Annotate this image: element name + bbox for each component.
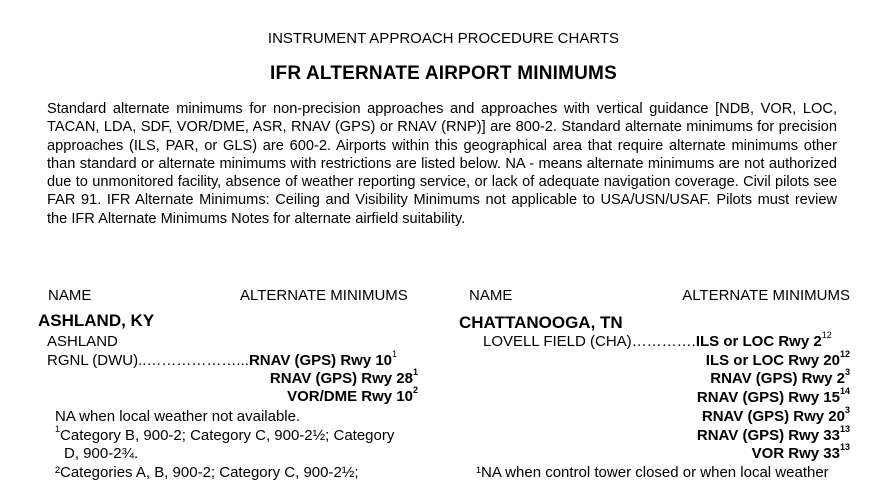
procedure-line <box>696 386 850 406</box>
city-heading-chattanooga: CHATTANOOGA, TN <box>459 313 623 332</box>
airport-name-line1: ASHLAND <box>47 333 118 350</box>
right-name-header: NAME <box>469 287 513 304</box>
footnote-ref: 3 <box>844 405 850 415</box>
footnote-1-cont: D, 900-2¾. <box>64 445 139 462</box>
procedure-line <box>696 424 850 444</box>
footnote-mark: 1 <box>55 424 61 434</box>
footnote-ref: 12 <box>821 330 832 340</box>
procedure-line <box>705 349 850 369</box>
footnote-ref: 14 <box>839 386 850 396</box>
procedure-name: RNAV (GPS) Rwy 20 <box>701 408 845 425</box>
procedure-line <box>269 367 418 387</box>
left-minimums-header: ALTERNATE MINIMUMS <box>240 287 408 304</box>
footnote-1 <box>55 424 395 444</box>
footnote-2: ²Categories A, B, 900-2; Category C, 900-2½; <box>55 464 359 481</box>
note-na-weather: NA when local weather not available. <box>55 408 301 425</box>
procedure-name: ILS or LOC Rwy 2 <box>695 333 822 350</box>
section-kicker: INSTRUMENT APPROACH PROCEDURE CHARTS <box>267 30 620 47</box>
procedure-name: RNAV (GPS) Rwy 2 <box>710 370 845 387</box>
procedure-name: RNAV (GPS) Rwy 10 <box>248 352 393 369</box>
procedure-name: RNAV (GPS) Rwy 15 <box>696 389 840 406</box>
airport-name-cha: LOVELL FIELD (CHA)…………. <box>483 333 696 350</box>
procedure-line <box>287 385 418 405</box>
left-name-header: NAME <box>48 287 92 304</box>
airport-line <box>483 330 832 350</box>
city-heading-ashland: ASHLAND, KY <box>38 311 155 330</box>
footnote-ref: 13 <box>839 442 850 452</box>
procedure-name: ILS or LOC Rwy 20 <box>705 352 840 369</box>
footnote-text: Category B, 900-2; Category C, 900-2½; Category <box>60 427 395 444</box>
airport-name-dwu: RGNL (DWU)..………………... <box>47 352 249 369</box>
procedure-name: RNAV (GPS) Rwy 33 <box>696 427 840 444</box>
procedure-line <box>751 442 850 462</box>
footnote-ref: 1 <box>392 349 398 359</box>
procedure-name: RNAV (GPS) Rwy 28 <box>269 370 413 387</box>
footnote-ref: 12 <box>839 349 850 359</box>
footnote-ref: 2 <box>412 385 418 395</box>
page-title: IFR ALTERNATE AIRPORT MINIMUMS <box>270 63 617 84</box>
footnote-ref: 13 <box>839 424 850 434</box>
airport-name-line2 <box>47 349 398 369</box>
footnote-ref: 1 <box>412 367 418 377</box>
procedure-line <box>701 405 850 425</box>
footnote-ref: 3 <box>844 367 850 377</box>
procedure-name: VOR/DME Rwy 10 <box>287 388 413 405</box>
procedure-name: VOR Rwy 33 <box>751 445 840 462</box>
right-minimums-header: ALTERNATE MINIMUMS <box>682 287 850 304</box>
intro-paragraph: Standard alternate minimums for non-precision approaches and approaches with vertical guidance [NDB, VOR, LOC, TACAN, LDA, SDF, VOR/DME, ASR, RNAV (GPS) or RNAV (RNP)] are 800-2. Standard alternate minimums for precision approaches (ILS, PAR, or GLS) are 600-2. Airports within this geographical area that require alternate minimums other than standard or alternate minimums with restrictions are listed below. NA - means alternate minimums are not authorized due to unmonitored facility, absence of weather reporting service, or lack of adequate navigation coverage. Civil pilots see FAR 91. IFR Alternate Minimums: Ceiling and Visibility Minimums not applicable to USA/USN/USAF. Pilots must review the IFR Alternate Minimums Notes for alternate airfield suitability. <box>47 101 837 227</box>
procedure-line <box>710 367 850 387</box>
footnote-1-right: ¹NA when control tower closed or when local weather <box>476 464 829 481</box>
